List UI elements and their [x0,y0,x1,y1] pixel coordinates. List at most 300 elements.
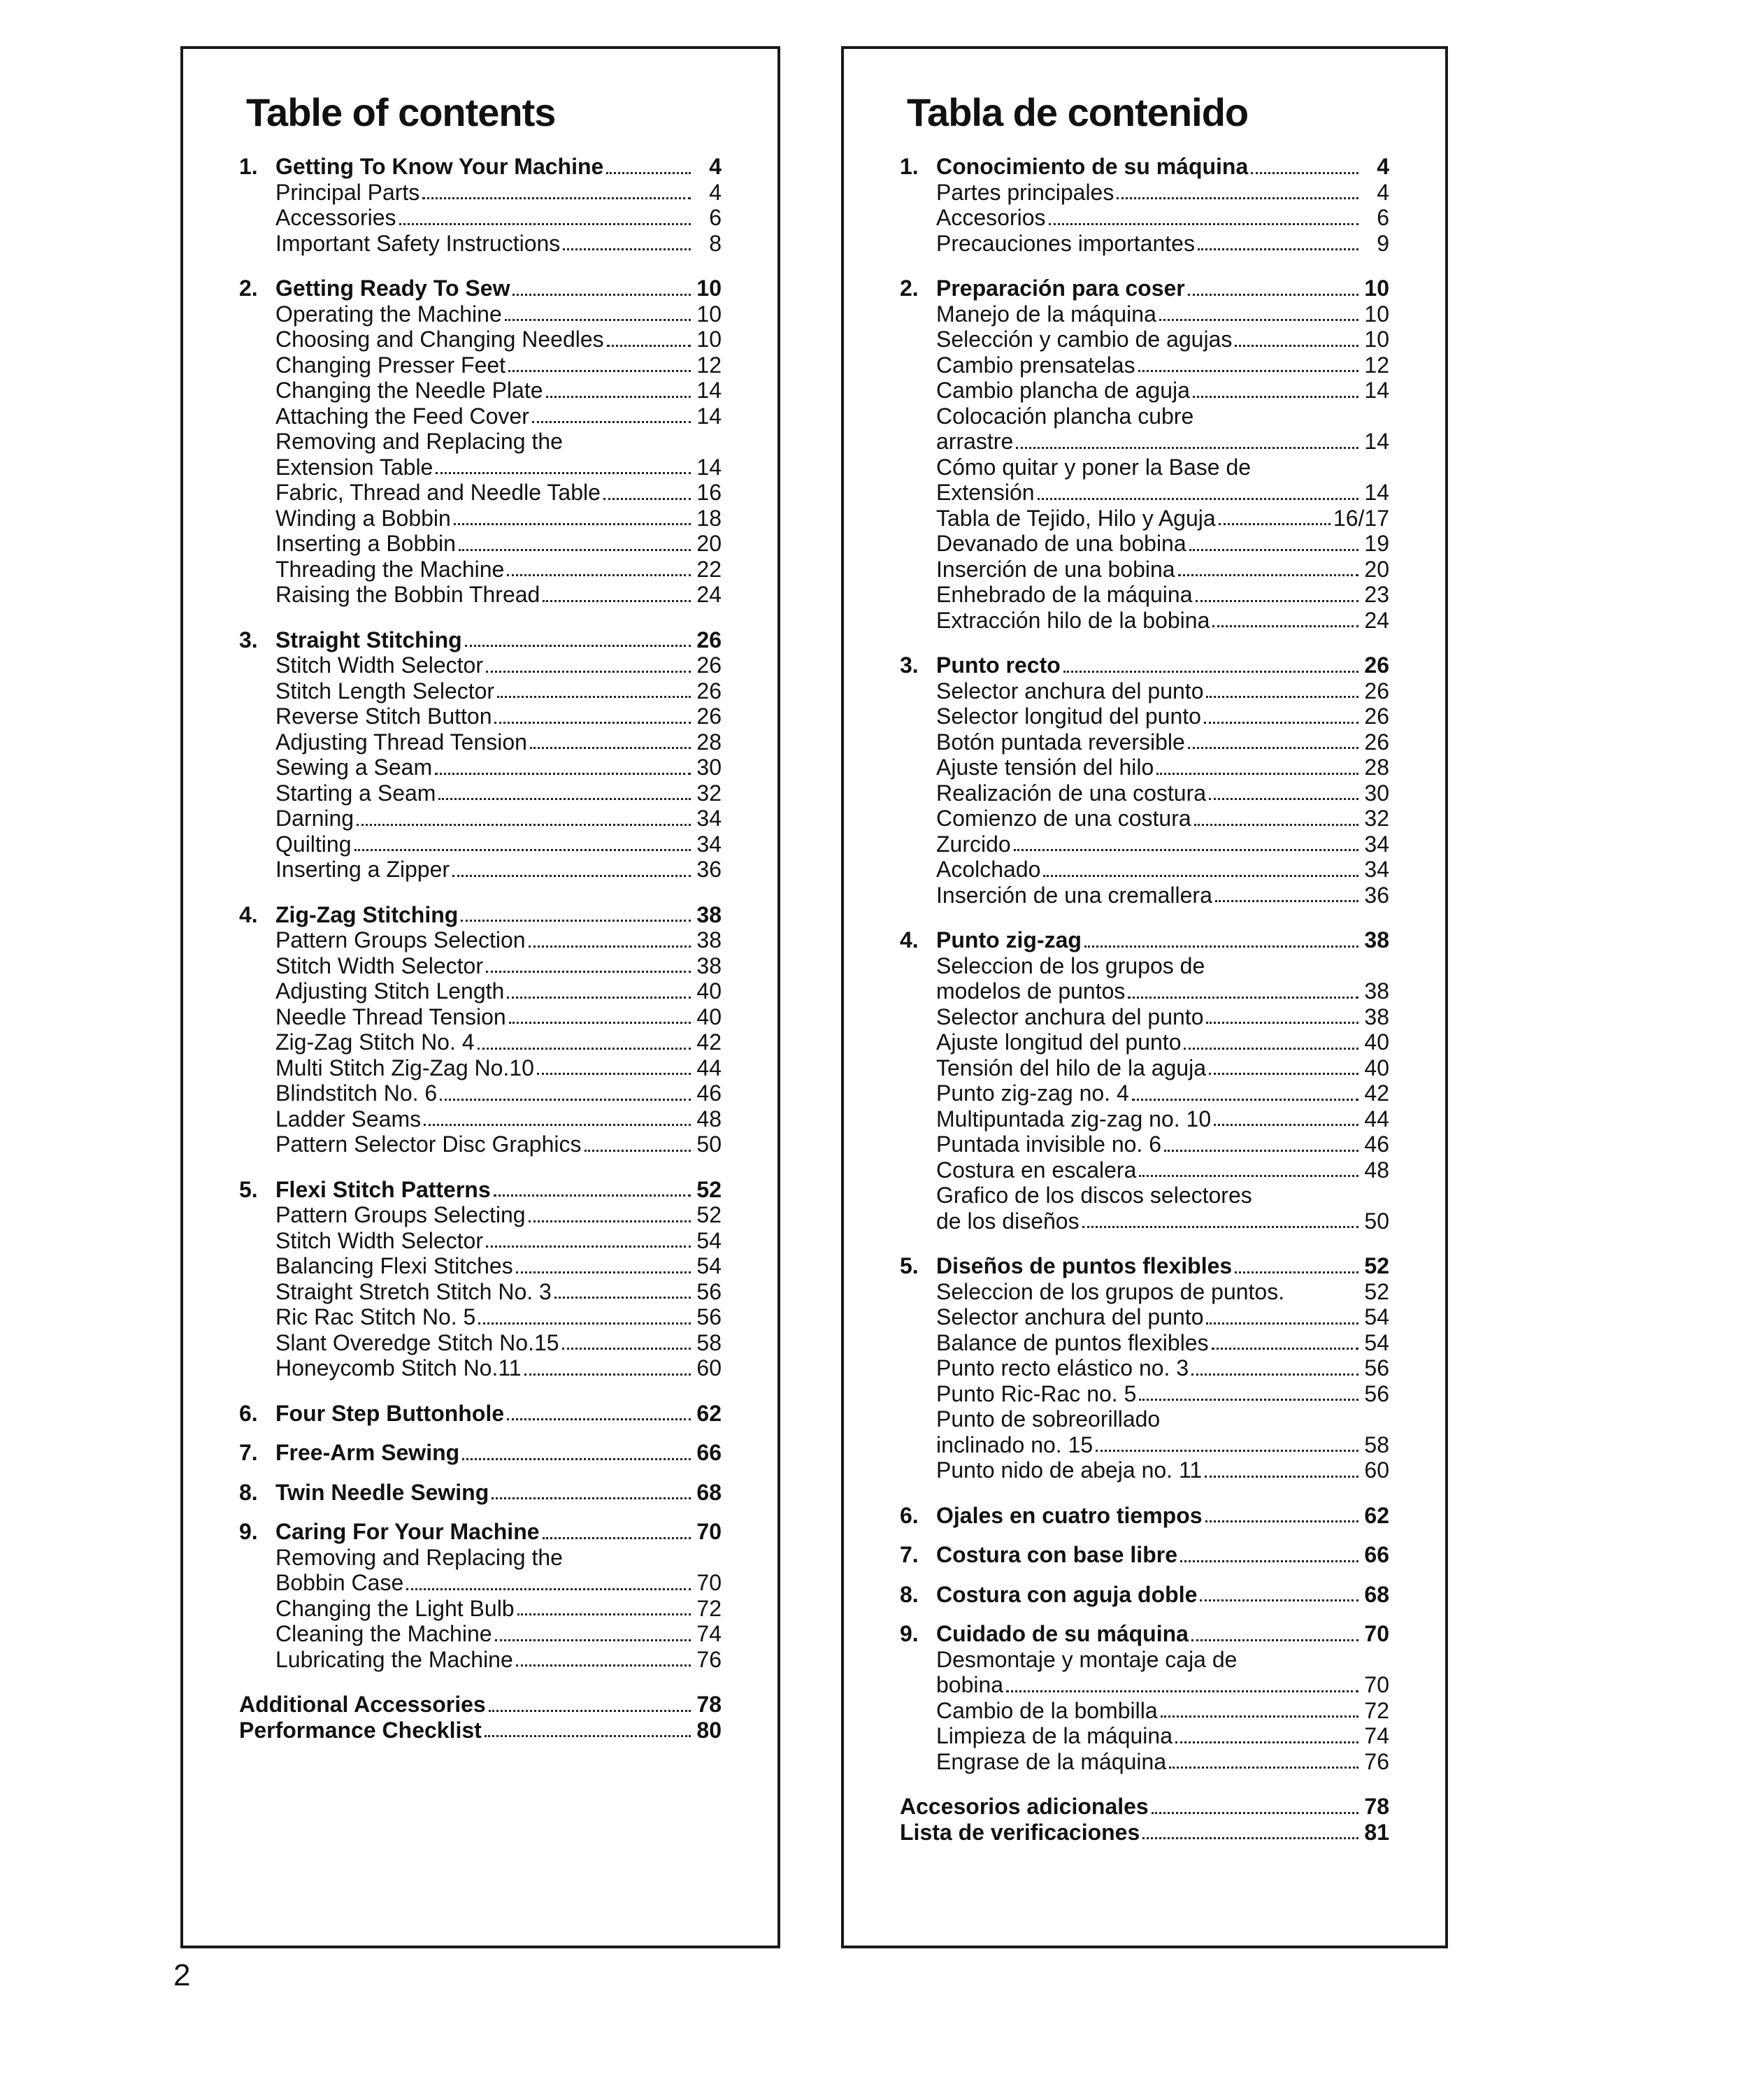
toc-page-number: 72 [1364,1697,1389,1723]
dot-leader [1049,223,1359,225]
toc-entry-label: Flexi Stitch Patterns [275,1176,491,1202]
toc-entry [900,1055,1389,1081]
toc-page-number: 80 [696,1717,722,1743]
toc-entry-label: Quilting [275,831,352,857]
toc-entry-label: Getting To Know Your Machine [275,154,604,179]
dot-leader [603,498,691,500]
toc-page-number: 32 [1364,806,1389,831]
toc-page-number: 4 [1377,179,1389,205]
toc-page-number: 54 [1364,1329,1389,1355]
toc-entry [239,480,722,506]
toc-entry [900,755,1389,780]
toc-section-number: 1. [239,154,258,179]
toc-page-number: 23 [1364,582,1389,607]
toc-entry [239,404,722,429]
toc-entry [239,780,722,806]
toc-entry [239,1545,722,1571]
toc-section-number: 9. [900,1621,919,1646]
toc-section-number: 4. [900,927,919,952]
toc-entry-label: Pattern Selector Disc Graphics [275,1132,582,1157]
dot-leader [606,172,691,174]
toc-page-number: 66 [696,1440,722,1465]
toc-entry-label: Punto zig-zag no. 4 [936,1080,1129,1106]
toc-page-number: 22 [696,556,722,582]
toc-entry-label: Multi Stitch Zig-Zag No.10 [275,1055,534,1080]
toc-page-number: 38 [696,901,722,927]
dot-leader [1206,1022,1358,1024]
toc-entry [239,327,722,352]
toc-entry [239,378,722,404]
toc-page-number: 74 [1364,1723,1389,1748]
dot-leader [1194,824,1358,826]
toc-entry [900,978,1389,1004]
toc-entry-label: Balancing Flexi Stitches [275,1253,513,1278]
toc-entry-label: Starting a Seam [275,780,436,806]
toc-entry [900,883,1389,908]
toc-page-number: 26 [1364,729,1389,755]
toc-page-number: 68 [1364,1581,1389,1607]
dot-leader [1006,1690,1358,1692]
toc-page-number: 24 [1364,607,1389,633]
toc-section-number: 5. [239,1176,258,1202]
toc-entry [239,806,722,832]
dot-leader [1156,773,1358,775]
toc-entry [239,1279,722,1305]
toc-page-number: 34 [696,831,722,857]
toc-entry [239,927,722,953]
dot-leader [530,747,691,749]
toc-page-number: 66 [1364,1542,1389,1567]
toc-page-number: 44 [696,1055,722,1080]
dot-leader [459,549,691,551]
dot-leader [1219,523,1331,525]
toc-entry-label: Engrase de la máquina [936,1748,1167,1774]
toc-section-heading [239,1519,722,1545]
toc-entry-label: Acolchado [936,857,1041,882]
dot-leader [436,472,691,474]
toc-entry [900,480,1389,506]
toc-entry-label: Stitch Width Selector [275,652,483,678]
dot-leader [1132,1099,1358,1101]
dot-leader [563,248,691,250]
toc-section [900,652,1389,908]
toc-entry-label: Botón puntada reversible [936,729,1185,755]
toc-section [239,902,722,1157]
toc-entry-label: Important Safety Instructions [275,230,561,256]
dot-leader [546,396,691,398]
toc-page-number: 56 [1364,1355,1389,1380]
toc-entry-label: Principal Parts [275,179,420,205]
toc-page-number: 30 [1364,780,1389,806]
toc-entry [900,832,1389,857]
toc-page-number: 56 [696,1304,722,1329]
toc-section [900,1503,1389,1529]
toc-entry-label: Preparación para coser [936,276,1185,301]
toc-entry-label: Inserting a Zipper [275,857,450,882]
dot-leader [1191,1639,1358,1641]
toc-section-number: 2. [900,276,919,301]
dot-leader [529,1220,691,1222]
toc-page-number: 6 [1377,205,1389,230]
toc-entry-label: Inserting a Bobbin [275,531,456,556]
toc-page-number: 14 [1364,378,1389,403]
toc-entry [239,704,722,729]
toc-page-number: 14 [1364,429,1389,454]
toc-entry-label: Cambio de la bombilla [936,1697,1158,1723]
toc-entry [239,1055,722,1081]
english-toc-title: Table of contents [246,90,556,134]
dot-leader [1161,1715,1358,1718]
spanish-toc-list [900,154,1389,1864]
spanish-toc-panel [841,46,1448,1948]
dot-leader [607,345,691,347]
toc-page-number: 32 [696,780,722,806]
toc-section [239,627,722,883]
dot-leader [1164,1150,1358,1152]
toc-entry-label: Honeycomb Stitch No.11 [275,1355,522,1380]
toc-entry-label: Extension Table [275,454,433,480]
toc-entry [900,378,1389,404]
toc-page-number: 70 [1364,1621,1389,1646]
toc-entry [900,729,1389,755]
toc-entry [239,1228,722,1254]
dot-leader [509,1022,691,1024]
toc-page-number: 12 [696,352,722,378]
toc-page-number: 26 [1364,704,1389,729]
toc-page-number: 70 [696,1519,722,1544]
toc-page-number: 52 [1364,1278,1389,1304]
dot-leader [543,1537,691,1539]
toc-page-number: 46 [1364,1132,1389,1157]
toc-entry-label: Additional Accessories [239,1692,486,1717]
toc-entry [239,1202,722,1228]
dot-leader [1096,1450,1358,1452]
toc-entry [900,1698,1389,1724]
toc-section-number: 3. [239,627,258,652]
dot-leader [495,1639,691,1641]
toc-entry [900,1355,1389,1381]
dot-leader [1139,1175,1358,1177]
toc-entry [900,1106,1389,1132]
toc-page-number: 36 [696,857,722,882]
toc-page-number: 68 [696,1479,722,1505]
toc-entry [239,1106,722,1132]
toc-entry [239,678,722,704]
toc-page-number: 10 [1364,327,1389,352]
dot-leader [486,1246,691,1248]
dot-leader [485,1735,691,1737]
toc-section-heading [900,1820,1389,1846]
toc-page-number: 4 [709,154,722,179]
toc-page-number: 74 [696,1621,722,1646]
toc-entry-label: Raising the Bobbin Thread [275,582,540,607]
toc-entry [900,1132,1389,1157]
dot-leader [1184,1048,1358,1050]
toc-entry-label: Costura con aguja doble [936,1581,1198,1607]
toc-section-heading [239,276,722,301]
dot-leader [1215,900,1358,902]
toc-section-heading [239,1480,722,1506]
toc-entry [900,404,1389,429]
dot-leader [554,1297,691,1299]
toc-entry-label: Slant Overedge Stitch No.15 [275,1329,559,1355]
toc-entry [900,608,1389,634]
toc-section-number: 7. [239,1440,258,1465]
dot-leader [1152,1812,1358,1814]
toc-entry [900,1406,1389,1432]
dot-leader [1175,1741,1358,1743]
toc-entry-label: Threading the Machine [275,556,505,582]
toc-entry-label: Conocimiento de su máquina [936,154,1249,179]
toc-page-number: 78 [1364,1794,1389,1819]
toc-entry-label: Selector anchura del punto [936,1004,1204,1029]
toc-entry-label: Twin Needle Sewing [275,1479,489,1505]
toc-entry [900,1004,1389,1030]
toc-entry-label: Enhebrado de la máquina [936,582,1193,607]
toc-entry [900,352,1389,378]
toc-page-number: 60 [696,1355,722,1380]
toc-section-heading [239,1718,722,1743]
dot-leader [1191,1373,1358,1376]
page-number: 2 [173,1958,191,1992]
toc-page-number: 56 [696,1278,722,1304]
dot-leader [1014,849,1358,851]
toc-page-number: 56 [1364,1380,1389,1406]
toc-entry-label: Cambio prensatelas [936,352,1135,378]
toc-page-number: 54 [1364,1304,1389,1329]
toc-entry-label: Selección y cambio de agujas [936,327,1233,352]
spanish-toc-title: Tabla de contenido [907,90,1249,134]
toc-entry-label: Stitch Width Selector [275,952,483,978]
toc-entry [900,1080,1389,1106]
toc-page-number: 70 [696,1570,722,1595]
toc-entry-label: Grafico de los discos selectores [936,1183,1252,1208]
toc-entry-label: Extracción hilo de la bobina [936,607,1210,633]
toc-entry-label: Ajuste longitud del punto [936,1029,1182,1055]
toc-entry-label: Punto recto [936,652,1061,678]
toc-entry [239,832,722,857]
dot-leader [1251,172,1358,174]
toc-page-number: 38 [1364,978,1389,1004]
toc-entry-label: Punto de sobreorillado [936,1406,1161,1432]
dot-leader [1212,625,1358,627]
toc-entry-label: Balance de puntos flexibles [936,1329,1209,1355]
toc-entry [239,531,722,557]
dot-leader [1117,197,1358,199]
dot-leader [507,1418,691,1420]
toc-section-heading [900,1253,1389,1279]
toc-section-number: 6. [900,1502,919,1528]
toc-page-number: 4 [1377,154,1389,179]
toc-entry [900,1183,1389,1208]
dot-leader [399,223,691,225]
toc-page-number: 62 [1364,1502,1389,1528]
toc-page-number: 48 [1364,1157,1389,1183]
toc-section-number: 6. [239,1400,258,1426]
toc-entry-label: Zurcido [936,831,1011,857]
toc-entry [239,953,722,979]
toc-page-number: 9 [1377,230,1389,256]
toc-entry [900,1304,1389,1330]
toc-entry [900,1749,1389,1775]
toc-entry [239,1330,722,1356]
toc-section-heading [900,276,1389,301]
toc-entry-label: modelos de puntos [936,978,1126,1004]
toc-entry-label: Extensión [936,480,1035,505]
dot-leader [354,849,691,851]
toc-entry-label: Manejo de la máquina [936,301,1156,327]
toc-extras [239,1692,722,1743]
dot-leader [1189,549,1358,551]
toc-entry-label: Multipuntada zig-zag no. 10 [936,1106,1212,1132]
toc-section [239,276,722,608]
toc-page-number: 52 [696,1176,722,1202]
toc-page-number: 20 [1364,556,1389,582]
toc-entry-label: Tensión del hilo de la aguja [936,1055,1207,1080]
dot-leader [529,945,691,948]
toc-page-number: 26 [696,627,722,652]
toc-page-number: 60 [1364,1457,1389,1483]
toc-entry-label: Winding a Bobbin [275,505,451,531]
dot-leader [461,920,691,922]
toc-entry-label: Ric Rac Stitch No. 5 [275,1304,476,1329]
toc-section [239,154,722,256]
toc-entry [239,755,722,780]
toc-section-heading [239,1440,722,1466]
toc-page-number: 30 [696,755,722,780]
toc-entry [900,678,1389,704]
dot-leader [494,722,691,724]
toc-page-number: 58 [696,1329,722,1355]
toc-page-number: 14 [1364,480,1389,505]
toc-page-number: 36 [1364,882,1389,908]
dot-leader [516,1271,691,1273]
toc-section-number: 3. [900,652,919,678]
toc-entry [900,1457,1389,1483]
toc-page-number: 81 [1364,1819,1389,1845]
dot-leader [532,421,691,423]
toc-section [239,1480,722,1506]
toc-page-number: 10 [696,327,722,352]
toc-page-number: 46 [696,1080,722,1106]
toc-entry-label: bobina [936,1672,1004,1697]
toc-page-number: 6 [709,205,722,230]
toc-entry-label: Partes principales [936,179,1114,205]
toc-entry [239,1570,722,1596]
toc-page-number: 10 [1364,301,1389,327]
toc-entry [900,429,1389,455]
toc-entry [900,582,1389,608]
toc-page-number: 50 [696,1132,722,1157]
toc-entry-label: Fabric, Thread and Needle Table [275,480,601,505]
dot-leader [1016,447,1358,449]
dot-leader [1235,1271,1358,1273]
dot-leader [1214,1124,1358,1126]
toc-entry-label: Punto Ric-Rac no. 5 [936,1380,1137,1406]
toc-section-heading [239,902,722,928]
toc-section-heading [900,1503,1389,1529]
toc-entry [900,205,1389,231]
toc-section-number: 4. [239,901,258,927]
toc-section-heading [900,154,1389,180]
toc-entry [900,1672,1389,1698]
toc-section-heading [900,927,1389,953]
dot-leader [1205,1476,1358,1478]
toc-page-number: 28 [696,729,722,755]
toc-page-number: 72 [696,1595,722,1621]
toc-section [900,927,1389,1234]
toc-entry [239,231,722,257]
toc-entry-label: Blindstitch No. 6 [275,1080,438,1106]
english-toc-panel [180,46,780,1948]
dot-leader [524,1373,691,1376]
dot-leader [1206,1322,1358,1325]
toc-section-number: 2. [239,276,258,301]
toc-entry [900,180,1389,206]
toc-section-heading [239,1692,722,1718]
toc-entry-label: Reverse Stitch Button [275,704,492,729]
toc-page-number: 70 [1364,1672,1389,1697]
toc-entry-label: Choosing and Changing Needles [275,327,604,352]
dot-leader [497,696,691,698]
toc-page-number: 26 [696,678,722,704]
toc-entry-label: Straight Stitching [275,627,462,652]
dot-leader [562,1348,691,1350]
toc-section [900,276,1389,633]
dot-leader [1209,1073,1358,1075]
toc-page-number: 38 [696,927,722,952]
toc-entry-label: Attaching the Feed Cover [275,403,529,429]
dot-leader [507,574,691,576]
dot-leader [435,773,691,775]
toc-entry-label: Desmontaje y montaje caja de [936,1646,1238,1672]
toc-entry [900,1279,1389,1305]
toc-entry [900,1432,1389,1458]
toc-entry [900,806,1389,832]
dot-leader [1235,345,1358,347]
toc-entry-label: Punto zig-zag [936,927,1082,952]
toc-entry-label: Selector anchura del punto [936,1304,1204,1329]
toc-entry-label: Diseños de puntos flexibles [936,1253,1233,1278]
toc-entry-label: Accesorios [936,205,1046,230]
toc-section [900,1582,1389,1608]
dot-leader [454,523,691,525]
toc-page-number: 52 [1364,1253,1389,1278]
toc-entry-label: Punto recto elástico no. 3 [936,1355,1189,1380]
toc-entry-label: Selector longitud del punto [936,704,1201,729]
dot-leader [1169,1767,1358,1769]
toc-entry [239,1621,722,1647]
toc-entry-label: Operating the Machine [275,301,502,327]
dot-leader [357,824,691,826]
toc-entry-label: Accesorios adicionales [900,1794,1149,1819]
toc-entry [239,1596,722,1622]
dot-leader [406,1588,691,1590]
toc-page-number: 44 [1364,1106,1389,1132]
toc-entry [239,1029,722,1055]
toc-entry [900,1330,1389,1356]
toc-entry-label: Cuidado de su máquina [936,1621,1189,1646]
toc-entry [900,327,1389,352]
toc-page-number: 38 [1364,1004,1389,1029]
toc-entry [900,1381,1389,1407]
toc-section [239,1519,722,1672]
toc-entry-label: de los diseños [936,1208,1080,1234]
toc-entry-label: Pattern Groups Selecting [275,1202,526,1227]
toc-page-number: 40 [696,978,722,1004]
toc-entry-label: Comienzo de una costura [936,806,1191,831]
toc-entry [900,506,1389,531]
